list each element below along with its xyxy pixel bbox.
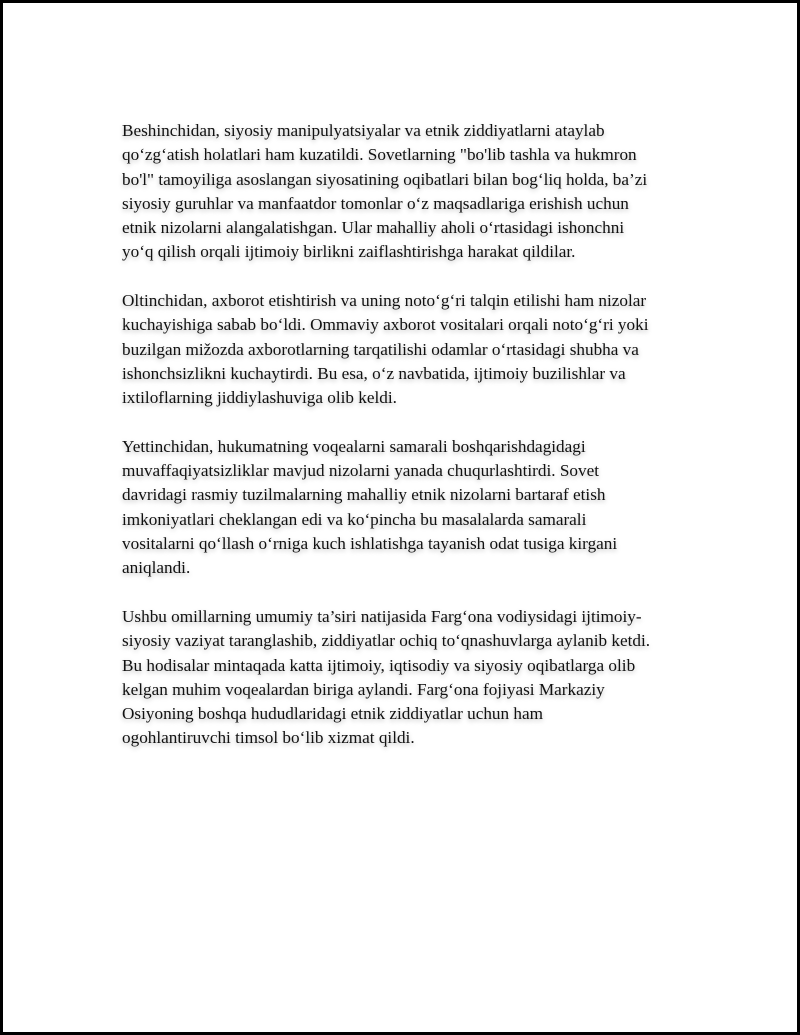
text-line: aniqlandi. <box>122 558 191 578</box>
text-line: kuchayishiga sabab bo‘ldi. Ommaviy axborot vositalari orqali noto‘g‘ri yoki <box>122 315 649 335</box>
text-line: ishonchsizlikni kuchaytirdi. Bu esa, o‘z navbatida, ijtimoiy buzilishlar va <box>122 363 626 383</box>
text-line: Bu hodisalar mintaqada katta ijtimoiy, iqtisodiy va siyosiy oqibatlarga olib <box>122 655 636 675</box>
text-line: davridagi rasmiy tuzilmalarning mahalliy etnik nizolarni bartaraf etish <box>122 485 606 505</box>
text-line: imkoniyatlari cheklangan edi va ko‘pincha bu masalalarda samarali <box>122 509 587 529</box>
text-line: etnik nizolarni alangalatishgan. Ular mahalliy aholi o‘rtasidagi ishonchni <box>122 218 625 238</box>
text-line: muvaffaqiyatsizliklar mavjud nizolarni yanada chuqurlashtirdi. Sovet <box>122 461 599 481</box>
text-line: Osiyoning boshqa hududlaridagi etnik ziddiyatlar uchun ham <box>122 704 544 724</box>
text-line: vositalarni qo‘llash o‘rniga kuch ishlatishga tayanish odat tusiga kirgani <box>122 534 618 554</box>
paragraph-sixth-factor <box>122 289 692 410</box>
paragraph-seventh-factor <box>122 435 692 581</box>
text-line: ixtiloflarning jiddiylashuviga olib keldi. <box>122 388 397 408</box>
text-line: siyosiy vaziyat taranglashib, ziddiyatlar ochiq to‘qnashuvlarga aylanib ketdi. <box>122 631 651 651</box>
text-line: Beshinchidan, siyosiy manipulyatsiyalar va etnik ziddiyatlarni ataylab <box>122 121 605 140</box>
text-line: qo‘zg‘atish holatlari ham kuzatildi. Sovetlarning "bo'lib tashla va hukmron <box>122 145 637 165</box>
text-line: bo'l" tamoyiliga asoslangan siyosatining oqibatlari bilan bog‘liq holda, ba’zi <box>122 169 648 189</box>
text-line: ogohlantiruvchi timsol bo‘lib xizmat qildi. <box>122 728 415 748</box>
paragraph-fifth-factor <box>122 119 692 265</box>
text-line: kelgan muhim voqealardan biriga aylandi. Farg‘ona fojiyasi Markaziy <box>122 679 605 699</box>
text-line: yo‘q qilish orqali ijtimoiy birlikni zaiflashtirishga harakat qildilar. <box>122 242 576 262</box>
document-body <box>122 119 692 775</box>
text-line: Ushbu omillarning umumiy ta’siri natijasida Farg‘ona vodiysidagi ijtimoiy- <box>122 606 642 626</box>
text-line: buzilgan mižozda axborotlarning tarqatilishi odamlar o‘rtasidagi shubha va <box>122 339 639 359</box>
text-line: Yettinchidan, hukumatning voqealarni samarali boshqarishdagidagi <box>122 436 586 456</box>
text-line: siyosiy guruhlar va manfaatdor tomonlar o‘z maqsadlariga erishish uchun <box>122 193 629 213</box>
text-line: Oltinchidan, axborot etishtirish va uning noto‘g‘ri talqin etilishi ham nizolar <box>122 291 647 311</box>
paragraph-conclusion <box>122 605 692 751</box>
